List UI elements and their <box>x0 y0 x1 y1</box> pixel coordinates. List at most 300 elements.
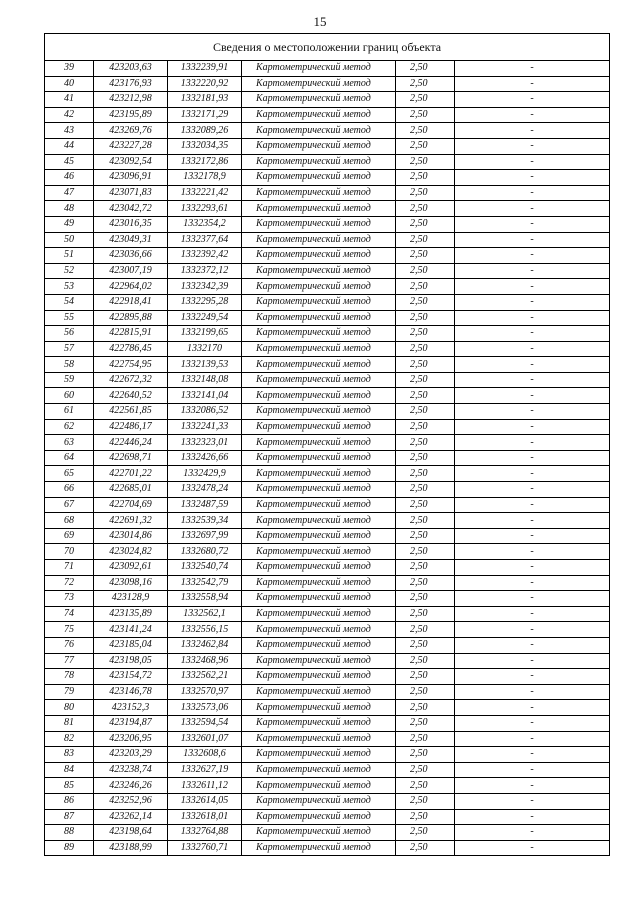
method-cell: Картометрический метод <box>242 684 396 700</box>
point-number-cell: 74 <box>45 606 94 622</box>
accuracy-cell: 2,50 <box>396 747 455 763</box>
table-row <box>45 778 610 794</box>
y-coordinate-cell: 1332487,59 <box>168 497 242 513</box>
point-number-cell: 49 <box>45 216 94 232</box>
table-row <box>45 279 610 295</box>
table-row <box>45 606 610 622</box>
y-coordinate-cell: 1332172,86 <box>168 154 242 170</box>
method-cell: Картометрический метод <box>242 357 396 373</box>
table-row <box>45 154 610 170</box>
description-cell: - <box>455 497 610 513</box>
y-coordinate-cell: 1332570,97 <box>168 684 242 700</box>
y-coordinate-cell: 1332241,33 <box>168 419 242 435</box>
description-cell: - <box>455 123 610 139</box>
point-number-cell: 61 <box>45 404 94 420</box>
table-row <box>45 107 610 123</box>
description-cell: - <box>455 575 610 591</box>
accuracy-cell: 2,50 <box>396 450 455 466</box>
accuracy-cell: 2,50 <box>396 170 455 186</box>
table-row <box>45 684 610 700</box>
x-coordinate-cell: 423252,96 <box>94 793 168 809</box>
method-cell: Картометрический метод <box>242 528 396 544</box>
method-cell: Картометрический метод <box>242 560 396 576</box>
description-cell: - <box>455 294 610 310</box>
x-coordinate-cell: 423096,91 <box>94 170 168 186</box>
y-coordinate-cell: 1332392,42 <box>168 248 242 264</box>
method-cell: Картометрический метод <box>242 544 396 560</box>
description-cell: - <box>455 263 610 279</box>
method-cell: Картометрический метод <box>242 747 396 763</box>
point-number-cell: 44 <box>45 138 94 154</box>
table-row <box>45 123 610 139</box>
table-row <box>45 435 610 451</box>
method-cell: Картометрический метод <box>242 232 396 248</box>
description-cell: - <box>455 279 610 295</box>
description-cell: - <box>455 404 610 420</box>
y-coordinate-cell: 1332594,54 <box>168 715 242 731</box>
table-row <box>45 591 610 607</box>
y-coordinate-cell: 1332573,06 <box>168 700 242 716</box>
accuracy-cell: 2,50 <box>396 544 455 560</box>
accuracy-cell: 2,50 <box>396 61 455 77</box>
accuracy-cell: 2,50 <box>396 123 455 139</box>
x-coordinate-cell: 423212,98 <box>94 92 168 108</box>
method-cell: Картометрический метод <box>242 170 396 186</box>
table-row <box>45 809 610 825</box>
accuracy-cell: 2,50 <box>396 653 455 669</box>
method-cell: Картометрический метод <box>242 466 396 482</box>
x-coordinate-cell: 422895,88 <box>94 310 168 326</box>
point-number-cell: 82 <box>45 731 94 747</box>
accuracy-cell: 2,50 <box>396 560 455 576</box>
table-row <box>45 248 610 264</box>
point-number-cell: 85 <box>45 778 94 794</box>
y-coordinate-cell: 1332293,61 <box>168 201 242 217</box>
method-cell: Картометрический метод <box>242 388 396 404</box>
point-number-cell: 53 <box>45 279 94 295</box>
method-cell: Картометрический метод <box>242 513 396 529</box>
accuracy-cell: 2,50 <box>396 154 455 170</box>
x-coordinate-cell: 423246,26 <box>94 778 168 794</box>
method-cell: Картометрический метод <box>242 778 396 794</box>
x-coordinate-cell: 423206,95 <box>94 731 168 747</box>
x-coordinate-cell: 423049,31 <box>94 232 168 248</box>
y-coordinate-cell: 1332221,42 <box>168 185 242 201</box>
description-cell: - <box>455 793 610 809</box>
x-coordinate-cell: 423194,87 <box>94 715 168 731</box>
description-cell: - <box>455 170 610 186</box>
y-coordinate-cell: 1332372,12 <box>168 263 242 279</box>
accuracy-cell: 2,50 <box>396 185 455 201</box>
accuracy-cell: 2,50 <box>396 326 455 342</box>
accuracy-cell: 2,50 <box>396 513 455 529</box>
point-number-cell: 77 <box>45 653 94 669</box>
point-number-cell: 55 <box>45 310 94 326</box>
accuracy-cell: 2,50 <box>396 76 455 92</box>
table-row <box>45 497 610 513</box>
table-row <box>45 357 610 373</box>
x-coordinate-cell: 423262,14 <box>94 809 168 825</box>
x-coordinate-cell: 423227,28 <box>94 138 168 154</box>
y-coordinate-cell: 1332562,1 <box>168 606 242 622</box>
method-cell: Картометрический метод <box>242 154 396 170</box>
description-cell: - <box>455 747 610 763</box>
table-row <box>45 232 610 248</box>
x-coordinate-cell: 423128,9 <box>94 591 168 607</box>
description-cell: - <box>455 201 610 217</box>
point-number-cell: 59 <box>45 372 94 388</box>
table-row <box>45 216 610 232</box>
table-row <box>45 825 610 841</box>
point-number-cell: 88 <box>45 825 94 841</box>
method-cell: Картометрический метод <box>242 341 396 357</box>
method-cell: Картометрический метод <box>242 279 396 295</box>
accuracy-cell: 2,50 <box>396 107 455 123</box>
description-cell: - <box>455 825 610 841</box>
description-cell: - <box>455 762 610 778</box>
x-coordinate-cell: 422561,85 <box>94 404 168 420</box>
y-coordinate-cell: 1332178,9 <box>168 170 242 186</box>
y-coordinate-cell: 1332354,2 <box>168 216 242 232</box>
x-coordinate-cell: 422691,32 <box>94 513 168 529</box>
method-cell: Картометрический метод <box>242 497 396 513</box>
method-cell: Картометрический метод <box>242 575 396 591</box>
y-coordinate-cell: 1332478,24 <box>168 482 242 498</box>
description-cell: - <box>455 700 610 716</box>
table-row <box>45 669 610 685</box>
description-cell: - <box>455 528 610 544</box>
accuracy-cell: 2,50 <box>396 435 455 451</box>
point-number-cell: 41 <box>45 92 94 108</box>
point-number-cell: 86 <box>45 793 94 809</box>
description-cell: - <box>455 107 610 123</box>
y-coordinate-cell: 1332697,99 <box>168 528 242 544</box>
description-cell: - <box>455 544 610 560</box>
point-number-cell: 72 <box>45 575 94 591</box>
table-row <box>45 419 610 435</box>
x-coordinate-cell: 423203,29 <box>94 747 168 763</box>
point-number-cell: 69 <box>45 528 94 544</box>
table-row <box>45 544 610 560</box>
accuracy-cell: 2,50 <box>396 388 455 404</box>
y-coordinate-cell: 1332034,35 <box>168 138 242 154</box>
description-cell: - <box>455 622 610 638</box>
point-number-cell: 65 <box>45 466 94 482</box>
description-cell: - <box>455 232 610 248</box>
accuracy-cell: 2,50 <box>396 669 455 685</box>
table-row <box>45 466 610 482</box>
method-cell: Картометрический метод <box>242 92 396 108</box>
method-cell: Картометрический метод <box>242 326 396 342</box>
x-coordinate-cell: 423016,35 <box>94 216 168 232</box>
accuracy-cell: 2,50 <box>396 622 455 638</box>
point-number-cell: 66 <box>45 482 94 498</box>
x-coordinate-cell: 423198,64 <box>94 825 168 841</box>
table-row <box>45 61 610 77</box>
table-row <box>45 731 610 747</box>
accuracy-cell: 2,50 <box>396 341 455 357</box>
point-number-cell: 42 <box>45 107 94 123</box>
table-row <box>45 263 610 279</box>
table-row <box>45 653 610 669</box>
method-cell: Картометрический метод <box>242 637 396 653</box>
x-coordinate-cell: 422685,01 <box>94 482 168 498</box>
description-cell: - <box>455 419 610 435</box>
accuracy-cell: 2,50 <box>396 700 455 716</box>
accuracy-cell: 2,50 <box>396 294 455 310</box>
point-number-cell: 46 <box>45 170 94 186</box>
y-coordinate-cell: 1332429,9 <box>168 466 242 482</box>
method-cell: Картометрический метод <box>242 715 396 731</box>
y-coordinate-cell: 1332558,94 <box>168 591 242 607</box>
description-cell: - <box>455 341 610 357</box>
method-cell: Картометрический метод <box>242 138 396 154</box>
x-coordinate-cell: 423092,61 <box>94 560 168 576</box>
x-coordinate-cell: 422754,95 <box>94 357 168 373</box>
point-number-cell: 58 <box>45 357 94 373</box>
point-number-cell: 76 <box>45 637 94 653</box>
y-coordinate-cell: 1332601,07 <box>168 731 242 747</box>
method-cell: Картометрический метод <box>242 731 396 747</box>
accuracy-cell: 2,50 <box>396 482 455 498</box>
point-number-cell: 68 <box>45 513 94 529</box>
y-coordinate-cell: 1332295,28 <box>168 294 242 310</box>
point-number-cell: 71 <box>45 560 94 576</box>
table-row <box>45 450 610 466</box>
accuracy-cell: 2,50 <box>396 263 455 279</box>
y-coordinate-cell: 1332170 <box>168 341 242 357</box>
y-coordinate-cell: 1332462,84 <box>168 637 242 653</box>
x-coordinate-cell: 422672,32 <box>94 372 168 388</box>
accuracy-cell: 2,50 <box>396 825 455 841</box>
y-coordinate-cell: 1332468,96 <box>168 653 242 669</box>
boundary-table-container <box>44 33 609 856</box>
method-cell: Картометрический метод <box>242 606 396 622</box>
table-row <box>45 388 610 404</box>
method-cell: Картометрический метод <box>242 61 396 77</box>
table-row <box>45 372 610 388</box>
point-number-cell: 43 <box>45 123 94 139</box>
table-row <box>45 76 610 92</box>
table-row <box>45 341 610 357</box>
point-number-cell: 75 <box>45 622 94 638</box>
accuracy-cell: 2,50 <box>396 809 455 825</box>
method-cell: Картометрический метод <box>242 622 396 638</box>
point-number-cell: 63 <box>45 435 94 451</box>
y-coordinate-cell: 1332086,52 <box>168 404 242 420</box>
point-number-cell: 48 <box>45 201 94 217</box>
table-row <box>45 715 610 731</box>
point-number-cell: 83 <box>45 747 94 763</box>
x-coordinate-cell: 423071,83 <box>94 185 168 201</box>
table-row <box>45 92 610 108</box>
description-cell: - <box>455 653 610 669</box>
accuracy-cell: 2,50 <box>396 357 455 373</box>
description-cell: - <box>455 248 610 264</box>
description-cell: - <box>455 560 610 576</box>
table-row <box>45 762 610 778</box>
table-row <box>45 700 610 716</box>
description-cell: - <box>455 357 610 373</box>
method-cell: Картометрический метод <box>242 450 396 466</box>
x-coordinate-cell: 423152,3 <box>94 700 168 716</box>
table-row <box>45 793 610 809</box>
accuracy-cell: 2,50 <box>396 793 455 809</box>
y-coordinate-cell: 1332627,19 <box>168 762 242 778</box>
y-coordinate-cell: 1332377,64 <box>168 232 242 248</box>
y-coordinate-cell: 1332220,92 <box>168 76 242 92</box>
point-number-cell: 80 <box>45 700 94 716</box>
accuracy-cell: 2,50 <box>396 216 455 232</box>
x-coordinate-cell: 422701,22 <box>94 466 168 482</box>
accuracy-cell: 2,50 <box>396 372 455 388</box>
point-number-cell: 64 <box>45 450 94 466</box>
x-coordinate-cell: 423024,82 <box>94 544 168 560</box>
y-coordinate-cell: 1332540,74 <box>168 560 242 576</box>
description-cell: - <box>455 310 610 326</box>
x-coordinate-cell: 422786,45 <box>94 341 168 357</box>
point-number-cell: 70 <box>45 544 94 560</box>
method-cell: Картометрический метод <box>242 123 396 139</box>
y-coordinate-cell: 1332249,54 <box>168 310 242 326</box>
point-number-cell: 60 <box>45 388 94 404</box>
x-coordinate-cell: 423141,24 <box>94 622 168 638</box>
y-coordinate-cell: 1332539,34 <box>168 513 242 529</box>
table-row <box>45 560 610 576</box>
method-cell: Картометрический метод <box>242 840 396 856</box>
method-cell: Картометрический метод <box>242 482 396 498</box>
description-cell: - <box>455 637 610 653</box>
table-row <box>45 201 610 217</box>
point-number-cell: 87 <box>45 809 94 825</box>
description-cell: - <box>455 216 610 232</box>
description-cell: - <box>455 731 610 747</box>
x-coordinate-cell: 423185,04 <box>94 637 168 653</box>
table-row <box>45 747 610 763</box>
description-cell: - <box>455 450 610 466</box>
description-cell: - <box>455 715 610 731</box>
y-coordinate-cell: 1332760,71 <box>168 840 242 856</box>
table-title-row <box>45 34 610 61</box>
point-number-cell: 39 <box>45 61 94 77</box>
x-coordinate-cell: 423036,66 <box>94 248 168 264</box>
accuracy-cell: 2,50 <box>396 279 455 295</box>
point-number-cell: 62 <box>45 419 94 435</box>
accuracy-cell: 2,50 <box>396 591 455 607</box>
description-cell: - <box>455 326 610 342</box>
y-coordinate-cell: 1332608,6 <box>168 747 242 763</box>
method-cell: Картометрический метод <box>242 700 396 716</box>
x-coordinate-cell: 423098,16 <box>94 575 168 591</box>
table-row <box>45 622 610 638</box>
table-row <box>45 482 610 498</box>
description-cell: - <box>455 482 610 498</box>
accuracy-cell: 2,50 <box>396 138 455 154</box>
y-coordinate-cell: 1332680,72 <box>168 544 242 560</box>
point-number-cell: 67 <box>45 497 94 513</box>
x-coordinate-cell: 422815,91 <box>94 326 168 342</box>
accuracy-cell: 2,50 <box>396 404 455 420</box>
point-number-cell: 84 <box>45 762 94 778</box>
method-cell: Картометрический метод <box>242 435 396 451</box>
method-cell: Картометрический метод <box>242 762 396 778</box>
table-title: Сведения о местоположении границ объекта <box>45 34 610 61</box>
description-cell: - <box>455 684 610 700</box>
accuracy-cell: 2,50 <box>396 715 455 731</box>
method-cell: Картометрический метод <box>242 809 396 825</box>
x-coordinate-cell: 423135,89 <box>94 606 168 622</box>
point-number-cell: 45 <box>45 154 94 170</box>
y-coordinate-cell: 1332148,08 <box>168 372 242 388</box>
point-number-cell: 89 <box>45 840 94 856</box>
x-coordinate-cell: 422918,41 <box>94 294 168 310</box>
point-number-cell: 78 <box>45 669 94 685</box>
table-body <box>45 61 610 856</box>
accuracy-cell: 2,50 <box>396 201 455 217</box>
description-cell: - <box>455 513 610 529</box>
y-coordinate-cell: 1332556,15 <box>168 622 242 638</box>
y-coordinate-cell: 1332323,01 <box>168 435 242 451</box>
x-coordinate-cell: 422964,02 <box>94 279 168 295</box>
x-coordinate-cell: 423176,93 <box>94 76 168 92</box>
description-cell: - <box>455 388 610 404</box>
method-cell: Картометрический метод <box>242 669 396 685</box>
description-cell: - <box>455 154 610 170</box>
table-row <box>45 185 610 201</box>
point-number-cell: 52 <box>45 263 94 279</box>
table-row <box>45 637 610 653</box>
x-coordinate-cell: 423007,19 <box>94 263 168 279</box>
x-coordinate-cell: 423269,76 <box>94 123 168 139</box>
y-coordinate-cell: 1332342,39 <box>168 279 242 295</box>
y-coordinate-cell: 1332426,66 <box>168 450 242 466</box>
method-cell: Картометрический метод <box>242 201 396 217</box>
y-coordinate-cell: 1332611,12 <box>168 778 242 794</box>
point-number-cell: 79 <box>45 684 94 700</box>
x-coordinate-cell: 423146,78 <box>94 684 168 700</box>
y-coordinate-cell: 1332171,29 <box>168 107 242 123</box>
boundary-table <box>44 33 610 856</box>
accuracy-cell: 2,50 <box>396 528 455 544</box>
accuracy-cell: 2,50 <box>396 92 455 108</box>
point-number-cell: 57 <box>45 341 94 357</box>
point-number-cell: 56 <box>45 326 94 342</box>
point-number-cell: 50 <box>45 232 94 248</box>
accuracy-cell: 2,50 <box>396 248 455 264</box>
point-number-cell: 51 <box>45 248 94 264</box>
y-coordinate-cell: 1332542,79 <box>168 575 242 591</box>
description-cell: - <box>455 185 610 201</box>
table-row <box>45 528 610 544</box>
table-row <box>45 170 610 186</box>
method-cell: Картометрический метод <box>242 653 396 669</box>
description-cell: - <box>455 591 610 607</box>
y-coordinate-cell: 1332562,21 <box>168 669 242 685</box>
method-cell: Картометрический метод <box>242 825 396 841</box>
method-cell: Картометрический метод <box>242 310 396 326</box>
x-coordinate-cell: 423203,63 <box>94 61 168 77</box>
x-coordinate-cell: 422486,17 <box>94 419 168 435</box>
accuracy-cell: 2,50 <box>396 762 455 778</box>
x-coordinate-cell: 423092,54 <box>94 154 168 170</box>
y-coordinate-cell: 1332614,05 <box>168 793 242 809</box>
page-number: 15 <box>313 14 327 29</box>
method-cell: Картометрический метод <box>242 793 396 809</box>
x-coordinate-cell: 422704,69 <box>94 497 168 513</box>
table-row <box>45 404 610 420</box>
point-number-cell: 47 <box>45 185 94 201</box>
y-coordinate-cell: 1332199,65 <box>168 326 242 342</box>
